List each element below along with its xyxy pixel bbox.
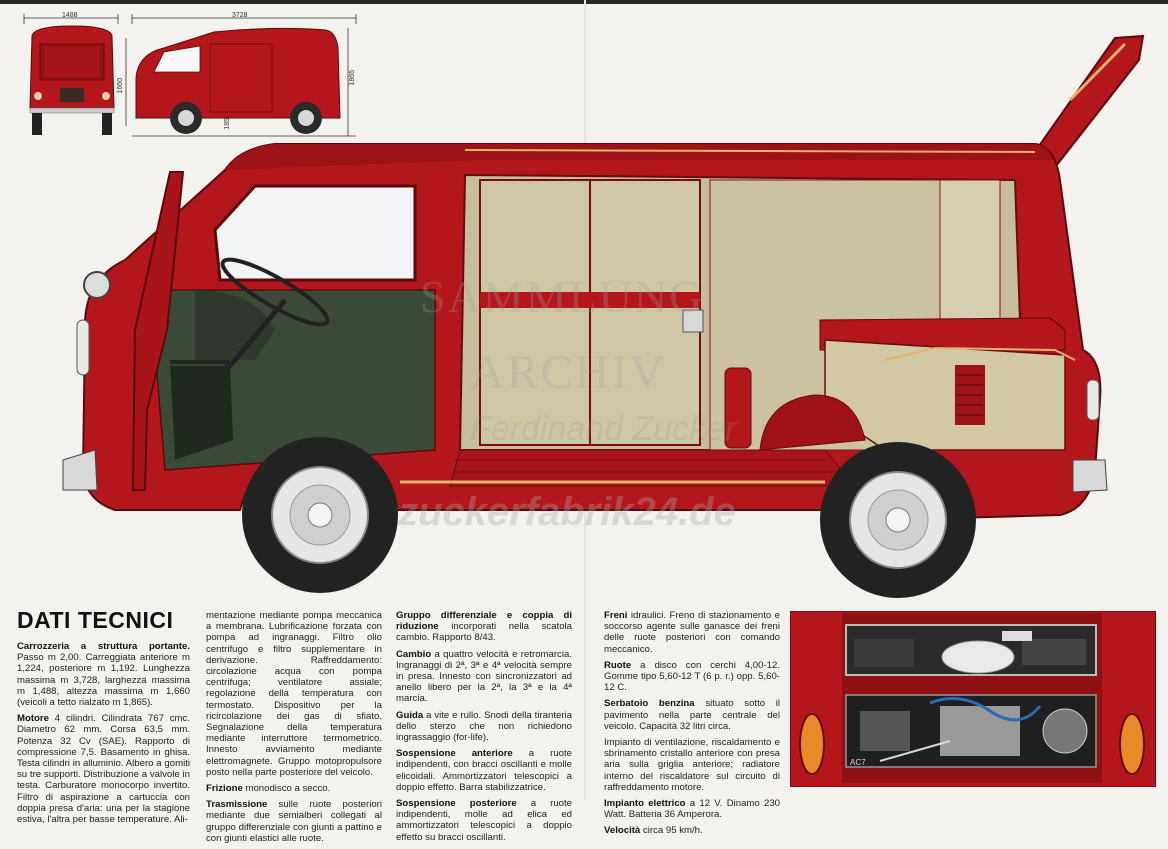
spec-guida: Guida a vite e rullo. Snodi della tiranteria dello sterzo che non richiedono ingrassaggio (for-life).	[396, 709, 572, 744]
spec-sospensione-posteriore: Sospensione posteriore a ruote indipendenti, molle ad elica ed ammortizzatori telescopici a doppio effetto su bracci oscillanti.	[396, 798, 573, 843]
cutaway-van-illustration	[55, 30, 1150, 600]
watermark-line-1: SAMMLUNG	[420, 271, 705, 322]
spec-frizione: Frizione monodisco a secco.	[206, 783, 331, 795]
page-title: DATI TECNICI	[17, 607, 174, 633]
spec-serbatoio: Serbatoio benzina situato sotto il pavimento nella parte centrale del veicolo. Capacità 32 litri circa.	[604, 698, 781, 732]
spec-impianto-elettrico: Impianto elettrico a 12 V. Dinamo 230 Watt. Batteria 36 Amperora.	[604, 798, 781, 821]
spec-sospensione-anteriore: Sospensione anteriore a ruote indipendenti, con bracci oscillanti e molle elicoidali. Ammortizzatori telescopici a doppio effetto. Barra stabilizzatrice.	[396, 748, 573, 793]
spec-carrozzeria: Carrozzeria a struttura portante. Passo m 2,00. Carreggiata anteriore m 1,224, posteriore m 1,192. Lunghezza massima m 3,728, larghezza massima m 1,488, altezza massima m 1,660 (veicoli a tetto rialzato m 1,865).	[17, 641, 190, 709]
watermark-line-3: Ferdinand Zucker	[470, 410, 737, 448]
dim-height-overall: 1865	[349, 70, 356, 86]
dim-width: 1488	[62, 12, 78, 19]
spec-column-2	[206, 610, 382, 849]
watermark-line-4: zuckerfabrik24.de	[398, 490, 736, 534]
spec-gruppo-differenziale: Gruppo differenziale e coppia di riduzione incorporati nella scatola cambio. Rapporto 8/43.	[396, 610, 572, 644]
spec-column-1	[17, 641, 190, 830]
spec-cambio: Cambio a quattro velocità e retromarcia. Ingranaggi di 2ª, 3ª e 4ª velocità sempre in presa. Innesto con sincronizzatori ad anello libero per la 2ª, la 3ª e la 4ª marcia.	[396, 648, 572, 705]
dim-length: 3728	[232, 12, 248, 19]
engine-bay-photo	[790, 611, 1156, 787]
spec-velocita: Velocità circa 95 km/h.	[604, 825, 703, 837]
spec-ruote: Ruote a disco con cerchi 4,00-12. Gomme tipo 5,60-12 T (6 p. r.) opp. 5,60-12 C.	[604, 659, 780, 694]
dim-height-body: 1660	[117, 78, 124, 94]
spec-column-3	[396, 610, 572, 848]
engine-plate-text: AC7	[850, 758, 866, 767]
spec-freni: Freni idraulici. Freno di stazionamento e soccorso agente sulle ganasce dei freni delle ruote posteriori con comando meccanico.	[604, 610, 780, 655]
watermark-line-2: ARCHIV	[470, 346, 667, 399]
spec-impianto-ventilazione: Impianto di ventilazione, riscaldamento e sbrinamento cristallo anteriore con presa aria sulla griglia anteriore; radiatore interno del riscaldatore sul circuito di raffreddamento motore.	[604, 737, 780, 793]
spec-motore: Motore 4 cilindri. Cilindrata 767 cmc. Diametro 62 mm. Corsa 63,5 mm. Potenza 32 Cv (SAE). Rapporto di compressione 7,5. Basamento in ghisa. Testa cilindri in alluminio. Albero a gomiti su tre supporti. Distribuzione a valvole in testa. Carburatore monocorpo invertito. Filtro di aspirazione a cartuccia con doppia presa d'aria: una per la stagione estiva, l'altra per basse temperature. Ali-	[17, 713, 190, 826]
spec-column-4	[604, 610, 780, 842]
dim-clearance: 185	[224, 118, 231, 130]
spec-motore-continued: mentazione mediante pompa meccanica a membrana. Lubrificazione forzata con pompa ad ingranaggi. Filtro olio centrifugo e filtro supplementare in derivazione. Raffreddamento: circolazione acqua con pompa centrifuga; ventilatore assiale; regolazione della temperatura con termostato. Dispositivo per la ricircolazione dei gas di sfiato. Segnalazione della temperatura mediante interruttore termometrico. Innesto avviamento mediante elettromagnete. Gruppo motopropulsore posto nella parte posteriore del veicolo.	[206, 610, 382, 778]
spec-trasmissione: Trasmissione sulle ruote posteriori mediante due semialberi collegati al gruppo differenziale con giunti a pattino e con giunti elastici alle ruote.	[206, 799, 382, 844]
